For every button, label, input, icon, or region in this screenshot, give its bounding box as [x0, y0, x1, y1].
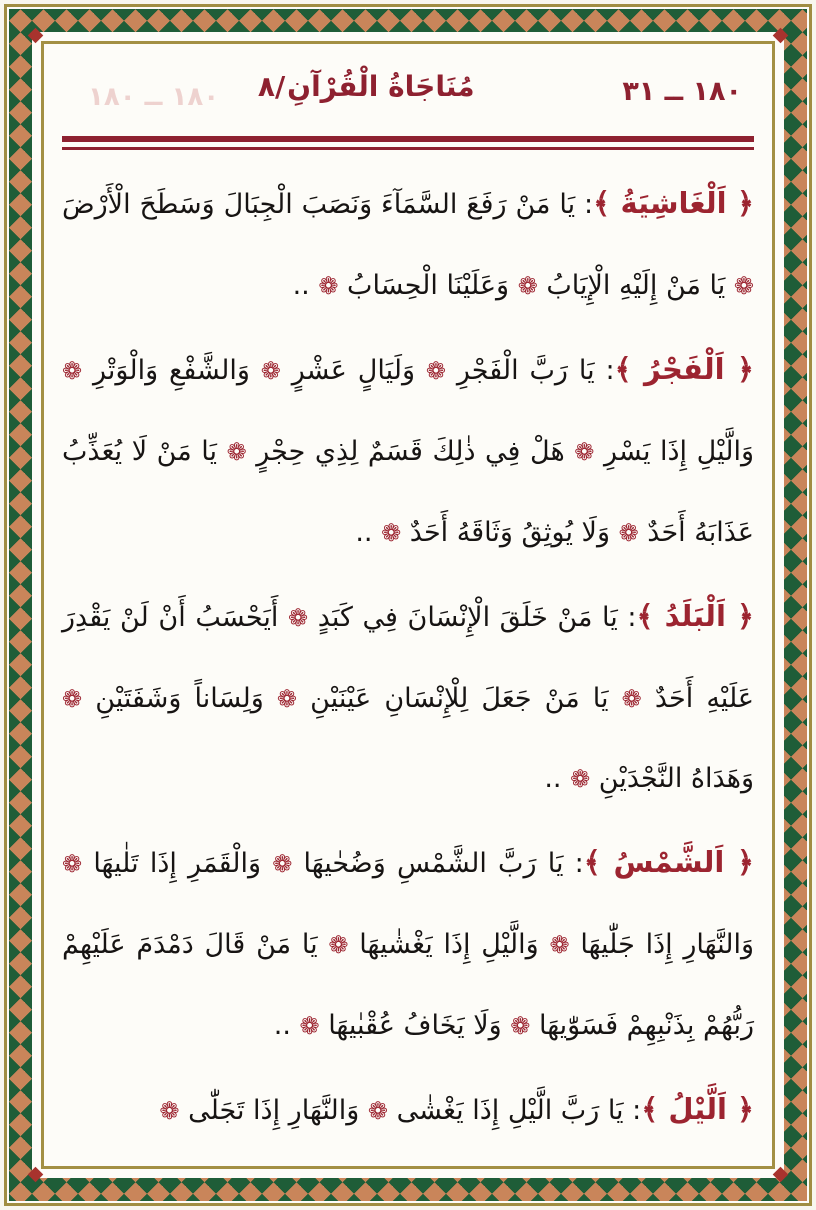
verse-separator-rosette-icon: ❁: [574, 438, 595, 467]
surah-name-balad: ﴿ اَلْبَلَدُ ﴾: [636, 598, 755, 633]
paragraph-text: : يَا مَنْ رَفَعَ السَّمَآءَ وَنَصَبَ الْجِبَالَ وَسَطَحَ الْأَرْضَ ❁ يَا مَنْ إِلَيْهِ الْإِيَابُ ❁ وَعَلَيْنَا الْحِسَابُ ❁ ..: [62, 189, 754, 302]
inner-margin: [32, 32, 784, 1178]
verse-separator-rosette-icon: ❁: [276, 684, 298, 713]
page-header: [60, 58, 756, 132]
verse-separator-rosette-icon: ❁: [62, 357, 83, 386]
verse-separator-rosette-icon: ❁: [517, 272, 538, 301]
verse-separator-rosette-icon: ❁: [621, 684, 642, 713]
paragraph-text: : يَا مَنْ خَلَقَ الْإِنْسَانَ فِي كَبَدٍ ❁ أَيَحْسَبُ أَنْ لَنْ يَقْدِرَ عَلَيْهِ أَحَدٌ ❁ يَا مَنْ جَعَلَ لِلْإِنْسَانِ عَيْنَيْنِ ❁ وَلِسَاناً وَشَفَتَيْنِ ❁ وَهَدَاهُ النَّجْدَيْنِ ❁ ..: [62, 601, 754, 795]
verse-separator-rosette-icon: ❁: [570, 765, 591, 794]
munajah-paragraph: [62, 326, 754, 573]
ornamental-border-frame: [4, 4, 812, 1206]
verse-separator-rosette-icon: ❁: [381, 518, 402, 547]
verse-separator-rosette-icon: ❁: [260, 357, 281, 386]
diamond-chain-border-band: [9, 9, 807, 1201]
verse-separator-rosette-icon: ❁: [299, 1011, 320, 1040]
verse-separator-rosette-icon: ❁: [272, 850, 293, 879]
book-title-text: مُنَاجَاةُ الْقُرْآنِ: [287, 70, 475, 103]
corner-diamond-icon: [773, 28, 789, 44]
munajah-paragraph: [62, 819, 754, 1066]
verse-separator-rosette-icon: ❁: [62, 684, 83, 713]
surah-name-shams: ﴿ اَلشَّمْسُ ﴾: [583, 845, 755, 880]
book-title: [258, 70, 475, 103]
corner-diamond-icon: [773, 1167, 789, 1183]
page-numbers: ١٨٠ ــ ٣١: [622, 76, 742, 107]
surah-name-layl: ﴿ اَلَّيْلُ ﴾: [641, 1091, 754, 1126]
corner-diamond-icon: [28, 1167, 44, 1183]
header-divider-double-rule: [62, 136, 754, 150]
verse-separator-rosette-icon: ❁: [287, 603, 309, 632]
chapter-number: ٨/: [257, 70, 286, 103]
munajah-body: [60, 160, 756, 1152]
verse-separator-rosette-icon: ❁: [733, 272, 754, 301]
verse-separator-rosette-icon: ❁: [367, 1096, 388, 1125]
munajah-paragraph: [62, 573, 754, 820]
verse-separator-rosette-icon: ❁: [226, 438, 247, 467]
verse-separator-rosette-icon: ❁: [328, 931, 349, 960]
munajah-paragraph: [62, 160, 754, 326]
surah-name-fajr: ﴿ اَلْفَجْرُ ﴾: [614, 352, 754, 387]
paragraph-text: : يَا رَبَّ الَّيْلِ إِذَا يَغْشٰى ❁ وَالنَّهَارِ إِذَا تَجَلّٰى ❁: [159, 1094, 642, 1126]
verse-separator-rosette-icon: ❁: [549, 931, 570, 960]
munajah-paragraph: [62, 1066, 754, 1152]
page-content: [41, 41, 775, 1169]
verse-separator-rosette-icon: ❁: [62, 850, 83, 879]
paragraph-text: : يَا رَبَّ الْفَجْرِ ❁ وَلَيَالٍ عَشْرٍ ❁ وَالشَّفْعِ وَالْوَتْرِ ❁ وَالَّيْلِ إِذَا يَسْرِ ❁ هَلْ فِي ذٰلِكَ قَسَمٌ لِذِي حِجْرٍ ❁ يَا مَنْ لَا يُعَذِّبُ عَذَابَهُ أَحَدٌ ❁ وَلَا يُوثِقُ وَثَاقَهُ أَحَدٌ ❁ ..: [62, 355, 754, 548]
surah-name-ghashiyah: ﴿ اَلْغَاشِيَةُ ﴾: [593, 186, 754, 220]
paragraph-text: : يَا رَبَّ الشَّمْسِ وَضُحٰيهَا ❁ وَالْقَمَرِ إِذَا تَلٰيهَا ❁ وَالنَّهَارِ إِذَا جَلّٰيهَا ❁ وَالَّيْلِ إِذَا يَغْشٰيهَا ❁ يَا مَنْ قَالَ دَمْدَمَ عَلَيْهِمْ رَبُّهُمْ بِذَنْبِهِمْ فَسَوّٰيهَا ❁ وَلَا يَخَافُ عُقْبٰيهَا ❁ ..: [62, 848, 754, 1041]
verse-separator-rosette-icon: ❁: [425, 357, 447, 386]
verse-separator-rosette-icon: ❁: [618, 518, 639, 547]
verse-separator-rosette-icon: ❁: [318, 272, 339, 301]
bleedthrough-page-numbers: ١٨٠ ــ ١٨٠: [88, 82, 220, 112]
verse-separator-rosette-icon: ❁: [159, 1096, 180, 1125]
verse-separator-rosette-icon: ❁: [510, 1011, 531, 1040]
